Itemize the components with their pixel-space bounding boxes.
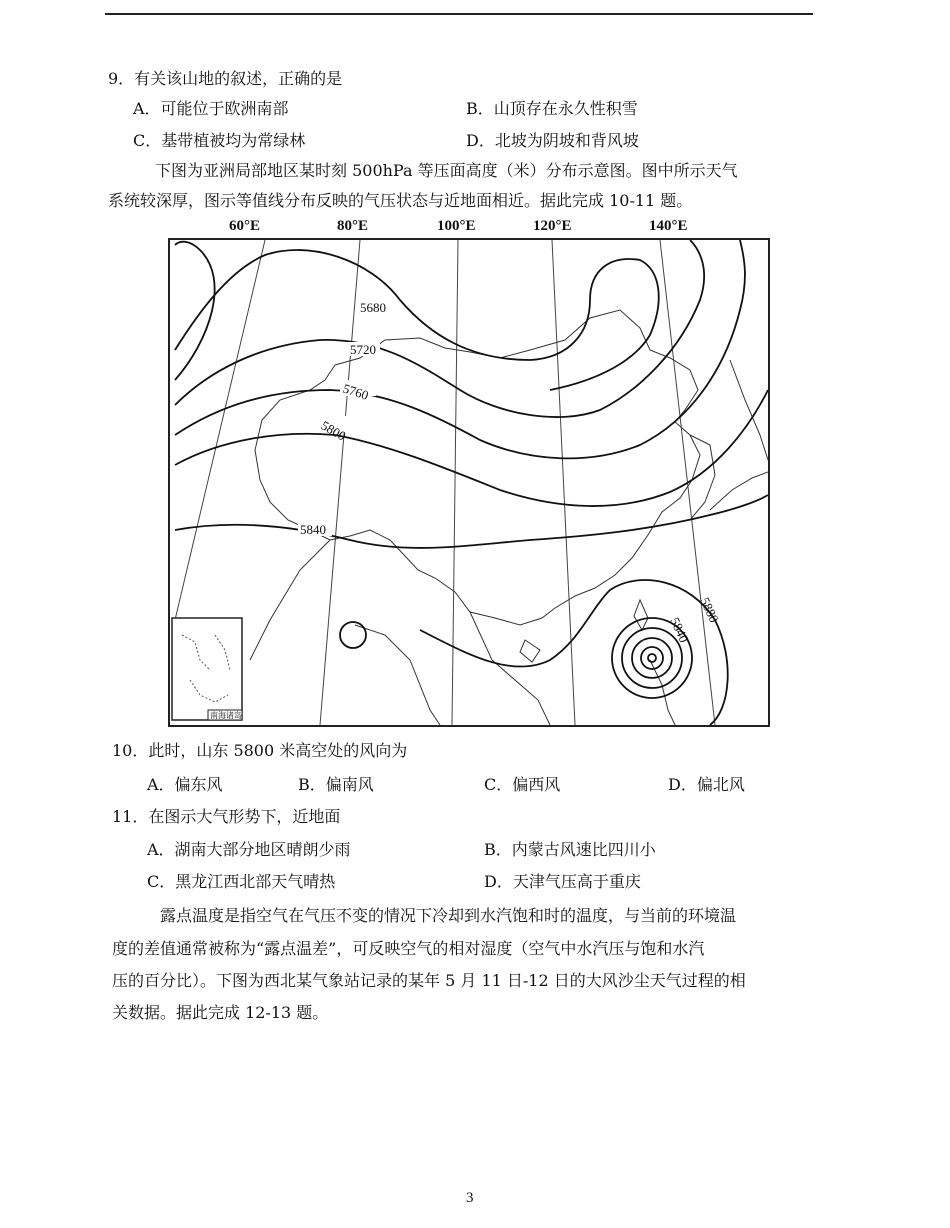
south-sea-inset <box>172 618 242 720</box>
intro-12-13-line-4: 关数据。据此完成 12-13 题。 <box>112 1003 329 1022</box>
intro-10-11-line-2: 系统较深厚，图示等值线分布反映的气压状态与近地面相近。据此完成 10-11 题。 <box>108 191 693 210</box>
isoline-5680 <box>175 250 659 390</box>
q10-option-a: A．偏东风 <box>147 775 223 794</box>
q10-option-c: C．偏西风 <box>484 775 561 794</box>
map-svg <box>170 240 768 725</box>
isoline-label-5760: 5760 <box>341 380 371 403</box>
isoline-5720 <box>175 240 704 417</box>
q11-option-b: B．内蒙古风速比四川小 <box>484 840 656 859</box>
q9-option-d: D．北坡为阴坡和背风坡 <box>466 131 639 150</box>
meridian-60e <box>175 240 265 620</box>
q9-option-b: B．山顶存在永久性积雪 <box>466 99 638 118</box>
southern-boundary-2 <box>470 612 550 725</box>
q9-stem: 9．有关该山地的叙述，正确的是 <box>108 69 343 88</box>
header-rule <box>105 13 813 15</box>
intro-10-11-line-1: 下图为亚洲局部地区某时刻 500hPa 等压面高度（米）分布示意图。图中所示天气 <box>155 161 738 180</box>
pressure-height-map <box>165 218 771 728</box>
meridian-100e <box>452 240 458 725</box>
q11-option-d: D．天津气压高于重庆 <box>484 872 641 891</box>
china-outline <box>255 310 700 625</box>
meridian-80e <box>320 240 360 725</box>
q11-option-a: A．湖南大部分地区晴朗少雨 <box>147 840 351 859</box>
japan-coast-south <box>710 472 768 510</box>
isoline-label-5840-typhoon: 5840 <box>667 614 692 645</box>
typhoon-ring-4 <box>641 647 663 669</box>
typhoon-ring-3 <box>632 638 672 678</box>
isoline-outer-nw <box>175 242 215 380</box>
lon-label-120e: 120°E <box>533 218 572 234</box>
lon-label-100e: 100°E <box>437 218 476 234</box>
q9-option-a: A．可能位于欧洲南部 <box>133 99 289 118</box>
q11-stem: 11．在图示大气形势下，近地面 <box>112 807 341 826</box>
isoline-label-5840: 5840 <box>300 522 326 537</box>
q11-option-c: C．黑龙江西北部天气晴热 <box>147 872 336 891</box>
southern-boundary-1 <box>355 625 440 725</box>
isoline-5840 <box>175 495 768 548</box>
intro-12-13-line-3: 压的百分比）。下图为西北某气象站记录的某年 5 月 11 日-12 日的大风沙尘天气过程的相 <box>112 971 746 990</box>
hainan-island <box>520 640 540 662</box>
q9-option-c: C．基带植被均为常绿林 <box>133 131 306 150</box>
japan-coast-north <box>730 360 768 460</box>
western-boundary <box>250 540 330 660</box>
boundary-lines <box>250 310 768 725</box>
meridian-lines <box>175 240 715 725</box>
taiwan-island <box>634 600 648 630</box>
isoline-label-5720: 5720 <box>350 342 376 357</box>
small-circle <box>340 622 366 648</box>
page-number: 3 <box>466 1190 474 1206</box>
lon-label-60e: 60°E <box>229 218 261 234</box>
isoline-label-5880: 5880 <box>697 594 722 625</box>
isolines <box>175 240 768 725</box>
typhoon-center <box>648 654 656 662</box>
inset-label: 南海诸岛 <box>210 711 242 720</box>
meridian-120e <box>552 240 575 725</box>
q10-option-b: B．偏南风 <box>298 775 374 794</box>
typhoon-ring-2 <box>622 628 682 688</box>
lon-label-80e: 80°E <box>337 218 369 234</box>
q10-stem: 10．此时，山东 5800 米高空处的风向为 <box>112 741 408 760</box>
map-frame <box>168 238 770 727</box>
intro-12-13-line-1: 露点温度是指空气在气压不变的情况下冷却到水汽饱和时的温度，与当前的环境温 <box>160 906 737 925</box>
isoline-label-5800: 5800 <box>318 417 349 444</box>
korea-coast <box>690 435 715 520</box>
intro-12-13-line-2: 度的差值通常被称为“露点温差”，可反映空气的相对湿度（空气中水汽压与饱和水汽 <box>112 939 705 958</box>
lon-label-140e: 140°E <box>649 218 688 234</box>
isoline-label-5680: 5680 <box>360 300 386 315</box>
q10-option-d: D．偏北风 <box>668 775 745 794</box>
